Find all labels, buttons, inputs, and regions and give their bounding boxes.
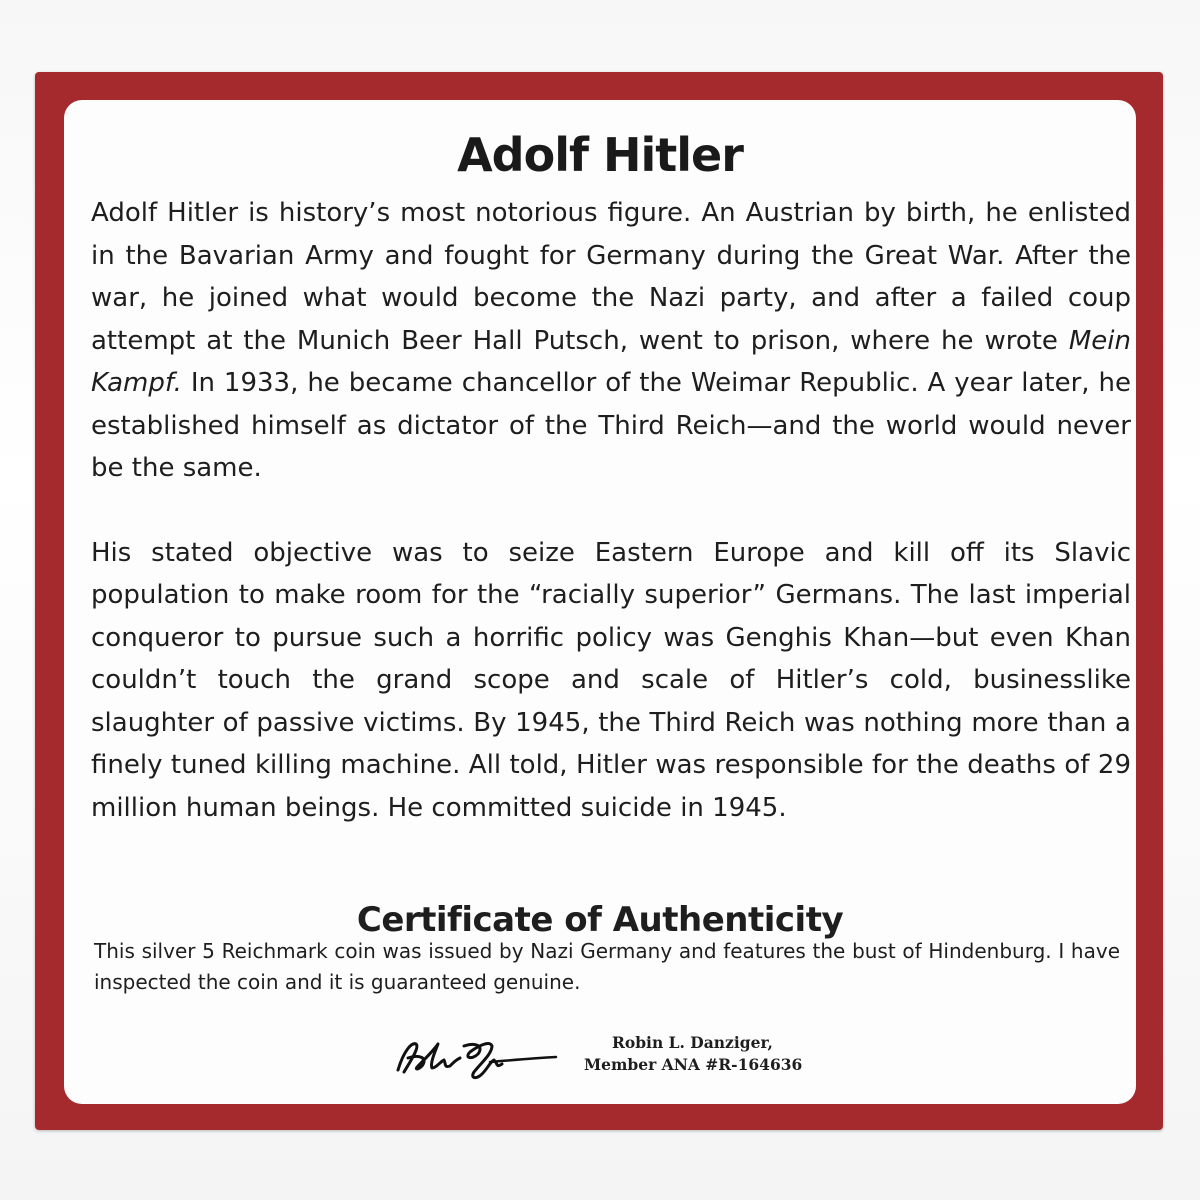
paragraph-1-text-end: In 1933, he became chancellor of the Weimar Republic. A year later, he established himself as dictator of the Third Reich—and the world would never be the same. bbox=[91, 368, 1131, 483]
certificate-statement: This silver 5 Reichmark coin was issued by Nazi Germany and features the bust of Hindenburg. I have inspected the coin and it is guaranteed genuine. bbox=[94, 939, 1120, 994]
paragraph-1-text-start: Adolf Hitler is history’s most notorious figure. An Austrian by birth, he enlisted in the Bavarian Army and fought for Germany during the Great War. After the war, he joined what would become the Nazi party, and after a failed coup attempt at the Munich Beer Hall Putsch, went to prison, where he wrote bbox=[91, 198, 1131, 356]
signer-block bbox=[584, 1032, 844, 1076]
handwritten-signature bbox=[394, 1020, 559, 1090]
biography-paragraph-2: His stated objective was to seize Eastern Europe and kill off its Slavic population to make room for the “racially superior” Germans. The last imperial conqueror to pursue such a horrific policy was Genghis Khan—but even Khan couldn’t touch the grand scope and scale of Hitler’s cold, businesslike slaughter of passive victims. By 1945, the Third Reich was nothing more than a finely tuned killing machine. All told, Hitler was responsible for the deaths of 29 million human beings. He committed suicide in 1945. bbox=[91, 537, 1131, 823]
certificate-heading: Certificate of Authenticity bbox=[356, 900, 844, 940]
certificate-card bbox=[64, 100, 1136, 1104]
signer-membership: Member ANA #R-164636 bbox=[584, 1055, 803, 1074]
card-title: Adolf Hitler bbox=[457, 128, 743, 182]
signer-name: Robin L. Danziger, bbox=[612, 1033, 773, 1052]
biography-paragraph-1 bbox=[91, 192, 1131, 490]
certificate-card-border bbox=[35, 72, 1163, 1130]
biography-text bbox=[91, 192, 1131, 829]
book-title: Mein Kampf. bbox=[91, 325, 1131, 398]
